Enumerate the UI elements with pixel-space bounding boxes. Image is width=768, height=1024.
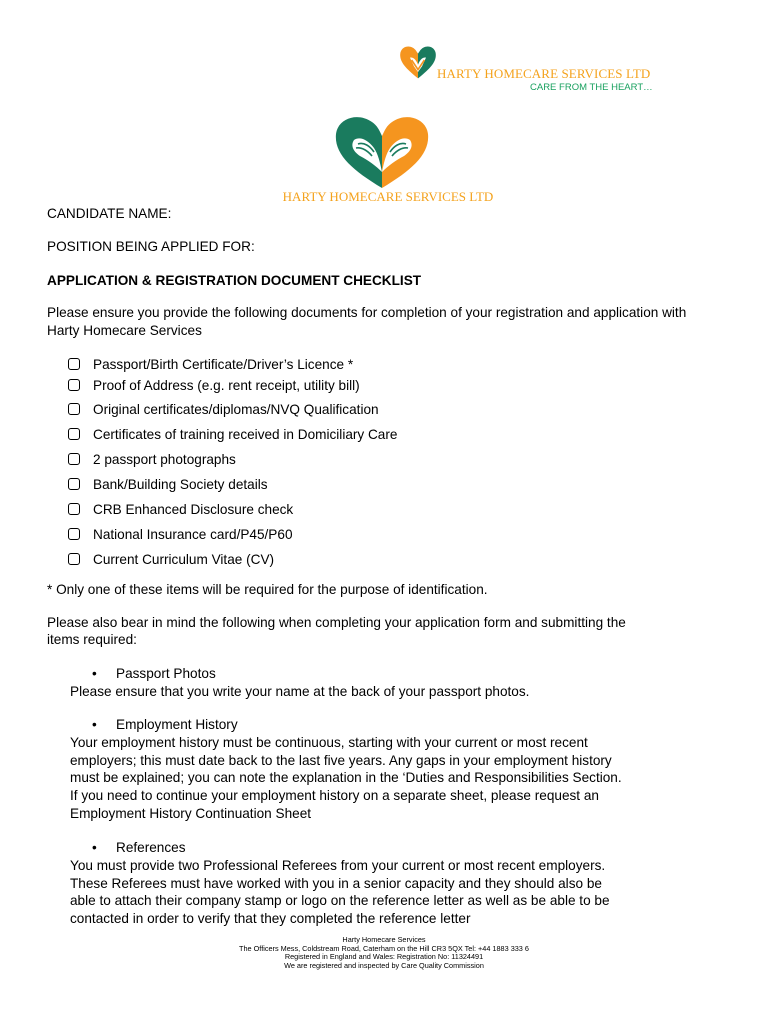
section-body-passport: [70, 683, 529, 701]
checklist-item-label: National Insurance card/P45/P60: [93, 527, 293, 542]
footer-address: The Officers Mess, Coldstream Road, Caterham on the Hill CR3 5QX Tel: +44 1883 333 6: [239, 943, 529, 953]
checkbox-icon[interactable]: [68, 403, 80, 415]
body-line: If you need to continue your employment history on a separate sheet, please request an: [70, 788, 599, 804]
bullet-icon: •: [92, 840, 97, 855]
section-title-employment: Employment History: [116, 717, 238, 732]
body-line: Employment History Continuation Sheet: [70, 805, 312, 821]
harty-hands-heart-logo-icon: [332, 114, 432, 190]
body-line: able to attach their company stamp or logo on the reference letter as well as be able to be: [70, 893, 610, 909]
body-line: You must provide two Professional Referees from your current or most recent employers.: [70, 858, 606, 873]
section-body-employment: [70, 734, 622, 823]
section-body-references: [70, 857, 610, 928]
checklist-item-label: Passport/Birth Certificate/Driver’s Licence *: [93, 357, 354, 372]
body-line: contacted in order to verify that they completed the reference letter: [70, 911, 471, 927]
body-line: Please ensure that you write your name at the back of your passport photos.: [70, 684, 530, 699]
footer-regulator: We are registered and inspected by Care Quality Commission: [284, 960, 484, 970]
checkbox-icon[interactable]: [68, 358, 80, 370]
checklist-item-label: Original certificates/diplomas/NVQ Qualification: [93, 402, 379, 417]
footnote: * Only one of these items will be required for the purpose of identification.: [47, 582, 488, 597]
checklist-item-label: Proof of Address (e.g. rent receipt, utility bill): [93, 378, 360, 393]
position-label: POSITION BEING APPLIED FOR:: [47, 239, 255, 254]
checklist-item-label: Bank/Building Society details: [93, 477, 268, 492]
body-line: must be explained; you can note the explanation in the ‘Duties and Responsibilities Section.: [70, 770, 622, 786]
candidate-name-label: CANDIDATE NAME:: [47, 206, 172, 221]
checklist-item-label: Certificates of training received in Domiciliary Care: [93, 427, 398, 442]
body-line: These Referees must have worked with you in a senior capacity and they should also be: [70, 875, 602, 891]
checklist-title: APPLICATION & REGISTRATION DOCUMENT CHECKLIST: [47, 273, 422, 288]
intro-line-1: Please ensure you provide the following documents for completion of your registration and application with: [47, 305, 687, 320]
checkbox-icon[interactable]: [68, 528, 80, 540]
checklist-item-label: CRB Enhanced Disclosure check: [93, 502, 294, 517]
checkbox-icon[interactable]: [68, 478, 80, 490]
footer-registration: Registered in England and Wales: Registration No: 11324491: [284, 952, 484, 962]
intro-line-2: Harty Homecare Services: [47, 323, 202, 338]
body-line: Your employment history must be continuous, starting with your current or most recent: [70, 735, 588, 750]
harty-heart-logo-icon: [398, 44, 438, 80]
checkbox-icon[interactable]: [68, 553, 80, 565]
checkbox-icon[interactable]: [68, 453, 80, 465]
section-title-passport: Passport Photos: [116, 666, 216, 681]
reminder-line-2: items required:: [47, 632, 137, 647]
checkbox-icon[interactable]: [68, 379, 80, 391]
header-tagline: CARE FROM THE HEART…: [530, 82, 653, 93]
footer-company: Harty Homecare Services: [342, 935, 426, 944]
bullet-icon: •: [92, 717, 97, 732]
checkbox-icon[interactable]: [68, 428, 80, 440]
center-company-name: HARTY HOMECARE SERVICES LTD: [282, 189, 494, 204]
bullet-icon: •: [92, 666, 97, 681]
footer: [0, 936, 768, 970]
checkbox-icon[interactable]: [68, 503, 80, 515]
section-title-references: References: [116, 840, 186, 855]
checklist-item-label: 2 passport photographs: [93, 452, 236, 467]
reminder-line-1: Please also bear in mind the following when completing your application form and submitting the: [47, 615, 626, 630]
checklist-item-label: Current Curriculum Vitae (CV): [93, 552, 275, 567]
body-line: employers; this must date back to the last five years. Any gaps in your employment history: [70, 752, 612, 768]
header-company-name: HARTY HOMECARE SERVICES LTD: [437, 66, 651, 81]
